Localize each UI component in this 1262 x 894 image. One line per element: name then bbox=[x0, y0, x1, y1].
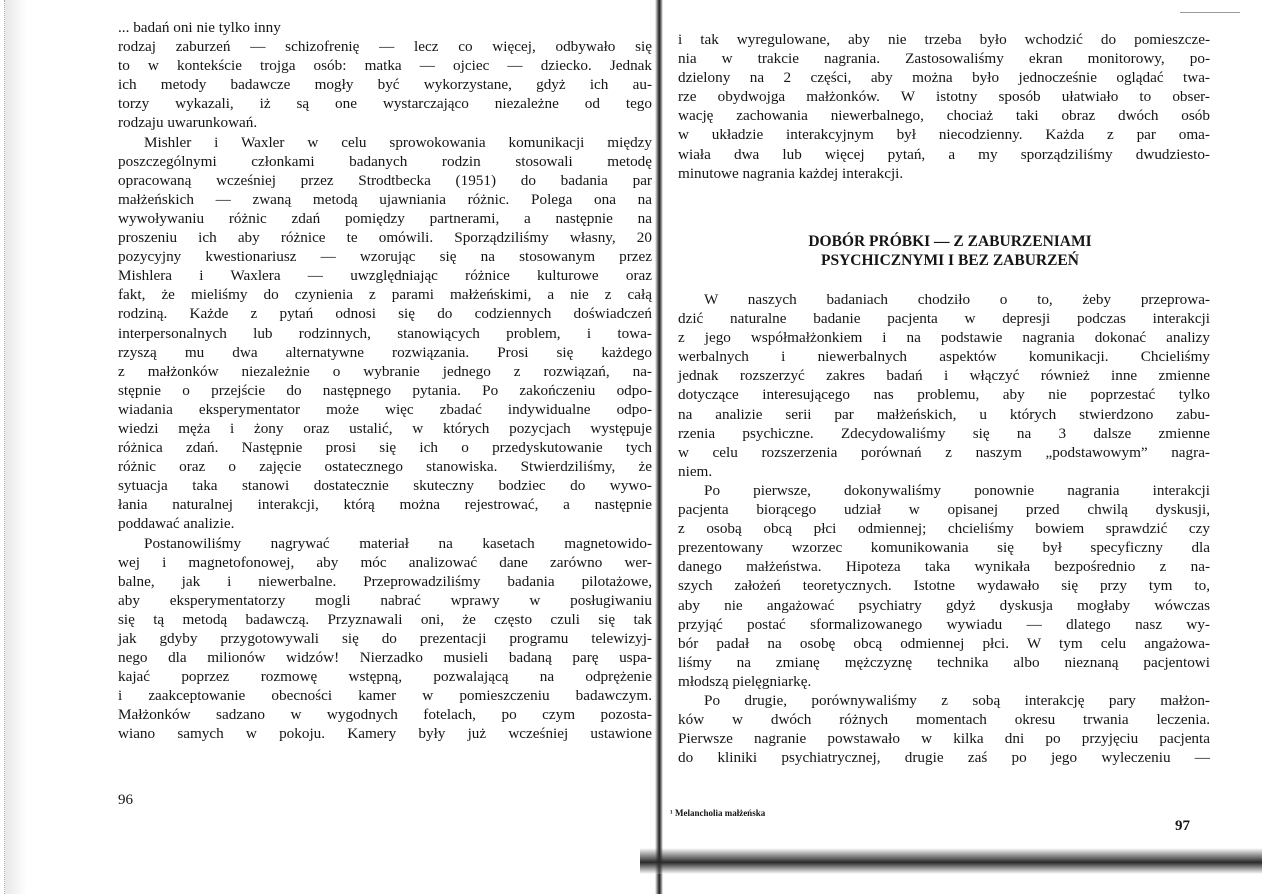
running-footnote bbox=[670, 808, 765, 818]
text-line: torzy wykazali, iż są one wystarczająco niezależne od tego bbox=[118, 95, 652, 113]
text-line: danego małżeństwa. Hipoteza taka wynikała bezpośrednio z na- bbox=[678, 558, 1210, 576]
text-line: w układzie interakcyjnym był niecodzienny. Każda z par oma- bbox=[678, 126, 1210, 144]
text-line: i tak wyregulowane, aby nie trzeba było wchodzić do pomieszcze- bbox=[678, 31, 1210, 48]
text-line: jednak rozszerzyć zakres badań i włączyć również inne zmienne bbox=[678, 367, 1210, 385]
text-line: bór padał na osobę obcą odmiennej płci. W tym celu angażowa- bbox=[678, 634, 1210, 652]
text-line: ich metody badawcze mogły być wykorzystane, gdyż ich au- bbox=[118, 76, 652, 94]
text-line: nia w trakcie nagrania. Zastosowaliśmy ekran monitorowy, po- bbox=[678, 50, 1210, 68]
text-line: W naszych badaniach chodziło o to, żeby przeprowa- bbox=[704, 291, 1210, 308]
text-line: kajać poprzez rozmowę wstępną, pozwalającą na odprężenie bbox=[118, 668, 652, 686]
footnote-mark-icon: ¹ bbox=[670, 808, 673, 818]
text-line: rodziną. Każde z pytań odnosi się do codziennych doświadczeń bbox=[118, 305, 652, 323]
text-line: pacjenta biorącego udział w opisanej przed chwilą dyskusji, bbox=[678, 501, 1210, 519]
text-line: młodszą pielęgniarkę. bbox=[678, 672, 812, 690]
right-text-column-bottom bbox=[678, 290, 1210, 767]
text-line: opracowaną wcześniej przez Strodtbecka (1951) do badania par bbox=[118, 171, 652, 189]
text-line: wiadania eksperymentator może więc zbadać indywidualne odpo- bbox=[118, 400, 652, 418]
text-line: poszczególnymi członkami badanych rodzin stosowali metodę bbox=[118, 152, 652, 170]
section-heading bbox=[760, 232, 1140, 270]
text-line: proszeniu ich aby różnice te omówili. Sporządziliśmy własny, 20 bbox=[118, 229, 652, 247]
text-line: to w kontekście trojga osób: matka — ojciec — dziecko. Jednak bbox=[118, 57, 652, 75]
text-line: stępnie o przejście do następnego pytania. Po zakończeniu odpo- bbox=[118, 381, 652, 399]
text-line: różnica zdań. Następnie prosi się ich o przedyskutowanie tych bbox=[118, 439, 652, 457]
text-line: się tą metodą badawczą. Przyznawali oni, że często czuli się tak bbox=[118, 610, 652, 628]
text-line: liśmy na zmianę mężczyznę technika albo nieznaną pacjentowi bbox=[678, 653, 1210, 671]
text-line: aby nie angażować psychiatry gdyż dyskusja mogłaby wówczas bbox=[678, 596, 1210, 614]
text-line: z małżonków niezależnie o wybranie jednego z rozwiązań, na- bbox=[118, 362, 652, 380]
text-line: z osobą obcą płci odmiennej; chcieliśmy bowiem sprawdzić czy bbox=[678, 520, 1210, 538]
text-line: werbalnych i niewerbalnych aspektów komunikacji. Chcieliśmy bbox=[678, 348, 1210, 366]
text-line: rze obydwojga małżonków. W istotny sposób ułatwiało to obser- bbox=[678, 88, 1210, 106]
text-line: rodzaj zaburzeń — schizofrenię — lecz co więcej, odbywało się bbox=[118, 38, 652, 56]
text-line: Mishler i Waxler w celu sprowokowania komunikacji między bbox=[144, 133, 652, 151]
text-line: Po drugie, porównywaliśmy z sobą interakcję pary małżon- bbox=[704, 691, 1210, 709]
text-line: przyjąć postać sformalizowanego wywiadu — dlatego nasz wy- bbox=[678, 615, 1210, 633]
text-line: wiedzi męża i żony oraz ustalić, w których pozycjach występuje bbox=[118, 419, 652, 437]
text-line: dotyczące interesującego nas problemu, aby nie poprzestać tylko bbox=[678, 386, 1210, 404]
text-line: wywoływaniu różnic zdań pomiędzy partnerami, a następnie na bbox=[118, 209, 652, 227]
text-line: różnic oraz o zajęcie ostatecznego stanowiska. Stwierdziliśmy, że bbox=[118, 458, 652, 476]
text-line: niem. bbox=[678, 462, 713, 480]
text-line: z jego współmałżonkiem i na podstawie nagrania dokonać analizy bbox=[678, 329, 1210, 347]
text-line: łania naturalnej interakcji, którą można rejestrować, a następnie bbox=[118, 496, 652, 514]
text-line: rodzaju uwarunkowań. bbox=[118, 114, 258, 132]
text-line: nego dla milionów widzów! Nierzadko musieli badaną parę uspa- bbox=[118, 649, 652, 667]
text-line: jak gdyby przygotowywali się do prezentacji programu telewizyj- bbox=[118, 630, 652, 647]
top-rule bbox=[1180, 12, 1240, 13]
text-line: do kliniki psychiatrycznej, drugie zaś po jego wyleczeniu — bbox=[678, 749, 1210, 767]
text-line: rzyszą mu dwa alternatywne rozwiązania. Prosi się każdego bbox=[118, 343, 652, 361]
text-line: w celu rozszerzenia porównań z naszym „podstawowym” nagra- bbox=[678, 443, 1210, 461]
text-line: dzielony na 2 części, aby można było jednocześnie oglądać twa- bbox=[678, 69, 1210, 87]
text-line: szych założeń teoretycznych. Istotne wydawało się przy tym to, bbox=[678, 577, 1210, 595]
text-line: ków w dwóch różnych momentach okresu trwania leczenia. bbox=[678, 711, 1210, 729]
section-heading-line-2: PSYCHICZNYMI I BEZ ZABURZEŃ bbox=[821, 252, 1079, 269]
text-line: dzić naturalne badanie pacjenta w depresji podczas interakcji bbox=[678, 310, 1210, 328]
text-line: Pierwsze nagranie powstawało w kilka dni po przyjęciu pacjenta bbox=[678, 730, 1210, 748]
text-line: balne, jak i niewerbalne. Przeprowadziliśmy badania pilotażowe, bbox=[118, 572, 652, 590]
right-text-column-top bbox=[678, 30, 1210, 183]
text-line: ... badań oni nie tylko inny bbox=[118, 19, 281, 36]
text-line: poddawać analizie. bbox=[118, 515, 235, 533]
text-line: Postanowiliśmy nagrywać materiał na kasetach magnetowido- bbox=[144, 534, 652, 552]
text-line: wiano samych w pokoju. Kamery były już wcześniej ustawione bbox=[118, 725, 652, 743]
right-page bbox=[660, 0, 1262, 894]
text-line: minutowe nagrania każdej interakcji. bbox=[678, 164, 904, 182]
text-line: wację zachowania niewerbalnego, chociaż taki obraz dwóch osób bbox=[678, 107, 1210, 125]
text-line: aby eksperymentatorzy mogli nabrać wprawy w posługiwaniu bbox=[118, 591, 652, 609]
footnote-text: Melancholia małżeńska bbox=[674, 808, 766, 818]
text-line: wiała dwa lub więcej pytań, a my sporządziliśmy dwudziesto- bbox=[678, 145, 1210, 163]
left-text-column bbox=[118, 18, 652, 744]
text-line: interpersonalnych lub rodzinnych, stanowiących problem, i towa- bbox=[118, 324, 652, 342]
text-line: sytuacja taka stanowi dostatecznie skuteczny bodziec do wywo- bbox=[118, 477, 652, 495]
text-line: Małżonków sadzano w wygodnych fotelach, po czym pozosta- bbox=[118, 706, 652, 724]
text-line: rzenia psychiczne. Zdecydowaliśmy się na 3 dalsze zmienne bbox=[678, 424, 1210, 442]
right-page-number: 97 bbox=[1175, 818, 1190, 834]
left-page-number: 96 bbox=[118, 792, 133, 808]
text-line: Mishlera i Waxlera — uwzględniając różnice kulturowe oraz bbox=[118, 267, 652, 285]
text-line: małżeńskich — zwaną metodą ujawniania różnic. Polega ona na bbox=[118, 190, 652, 208]
text-line: na analizie serii par małżeńskich, u których stwierdzono zabu- bbox=[678, 405, 1210, 423]
text-line: prezentowany wzorzec komunikowania się był specyficzny dla bbox=[678, 539, 1210, 557]
text-line: Po pierwsze, dokonywaliśmy ponownie nagrania interakcji bbox=[704, 481, 1210, 499]
text-line: i zaakceptowanie obecności kamer w pomieszczeniu badawczym. bbox=[118, 687, 652, 705]
text-line: fakt, że mieliśmy do czynienia z parami małżeńskimi, a nie z całą bbox=[118, 286, 652, 304]
text-line: pozycyjny kwestionariusz — wzorując się na stosowanym przez bbox=[118, 248, 652, 266]
section-heading-line-1: DOBÓR PRÓBKI — Z ZABURZENIAMI bbox=[808, 233, 1092, 250]
text-line: wej i magnetofonowej, aby móc analizować dane zarówno wer- bbox=[118, 553, 652, 571]
